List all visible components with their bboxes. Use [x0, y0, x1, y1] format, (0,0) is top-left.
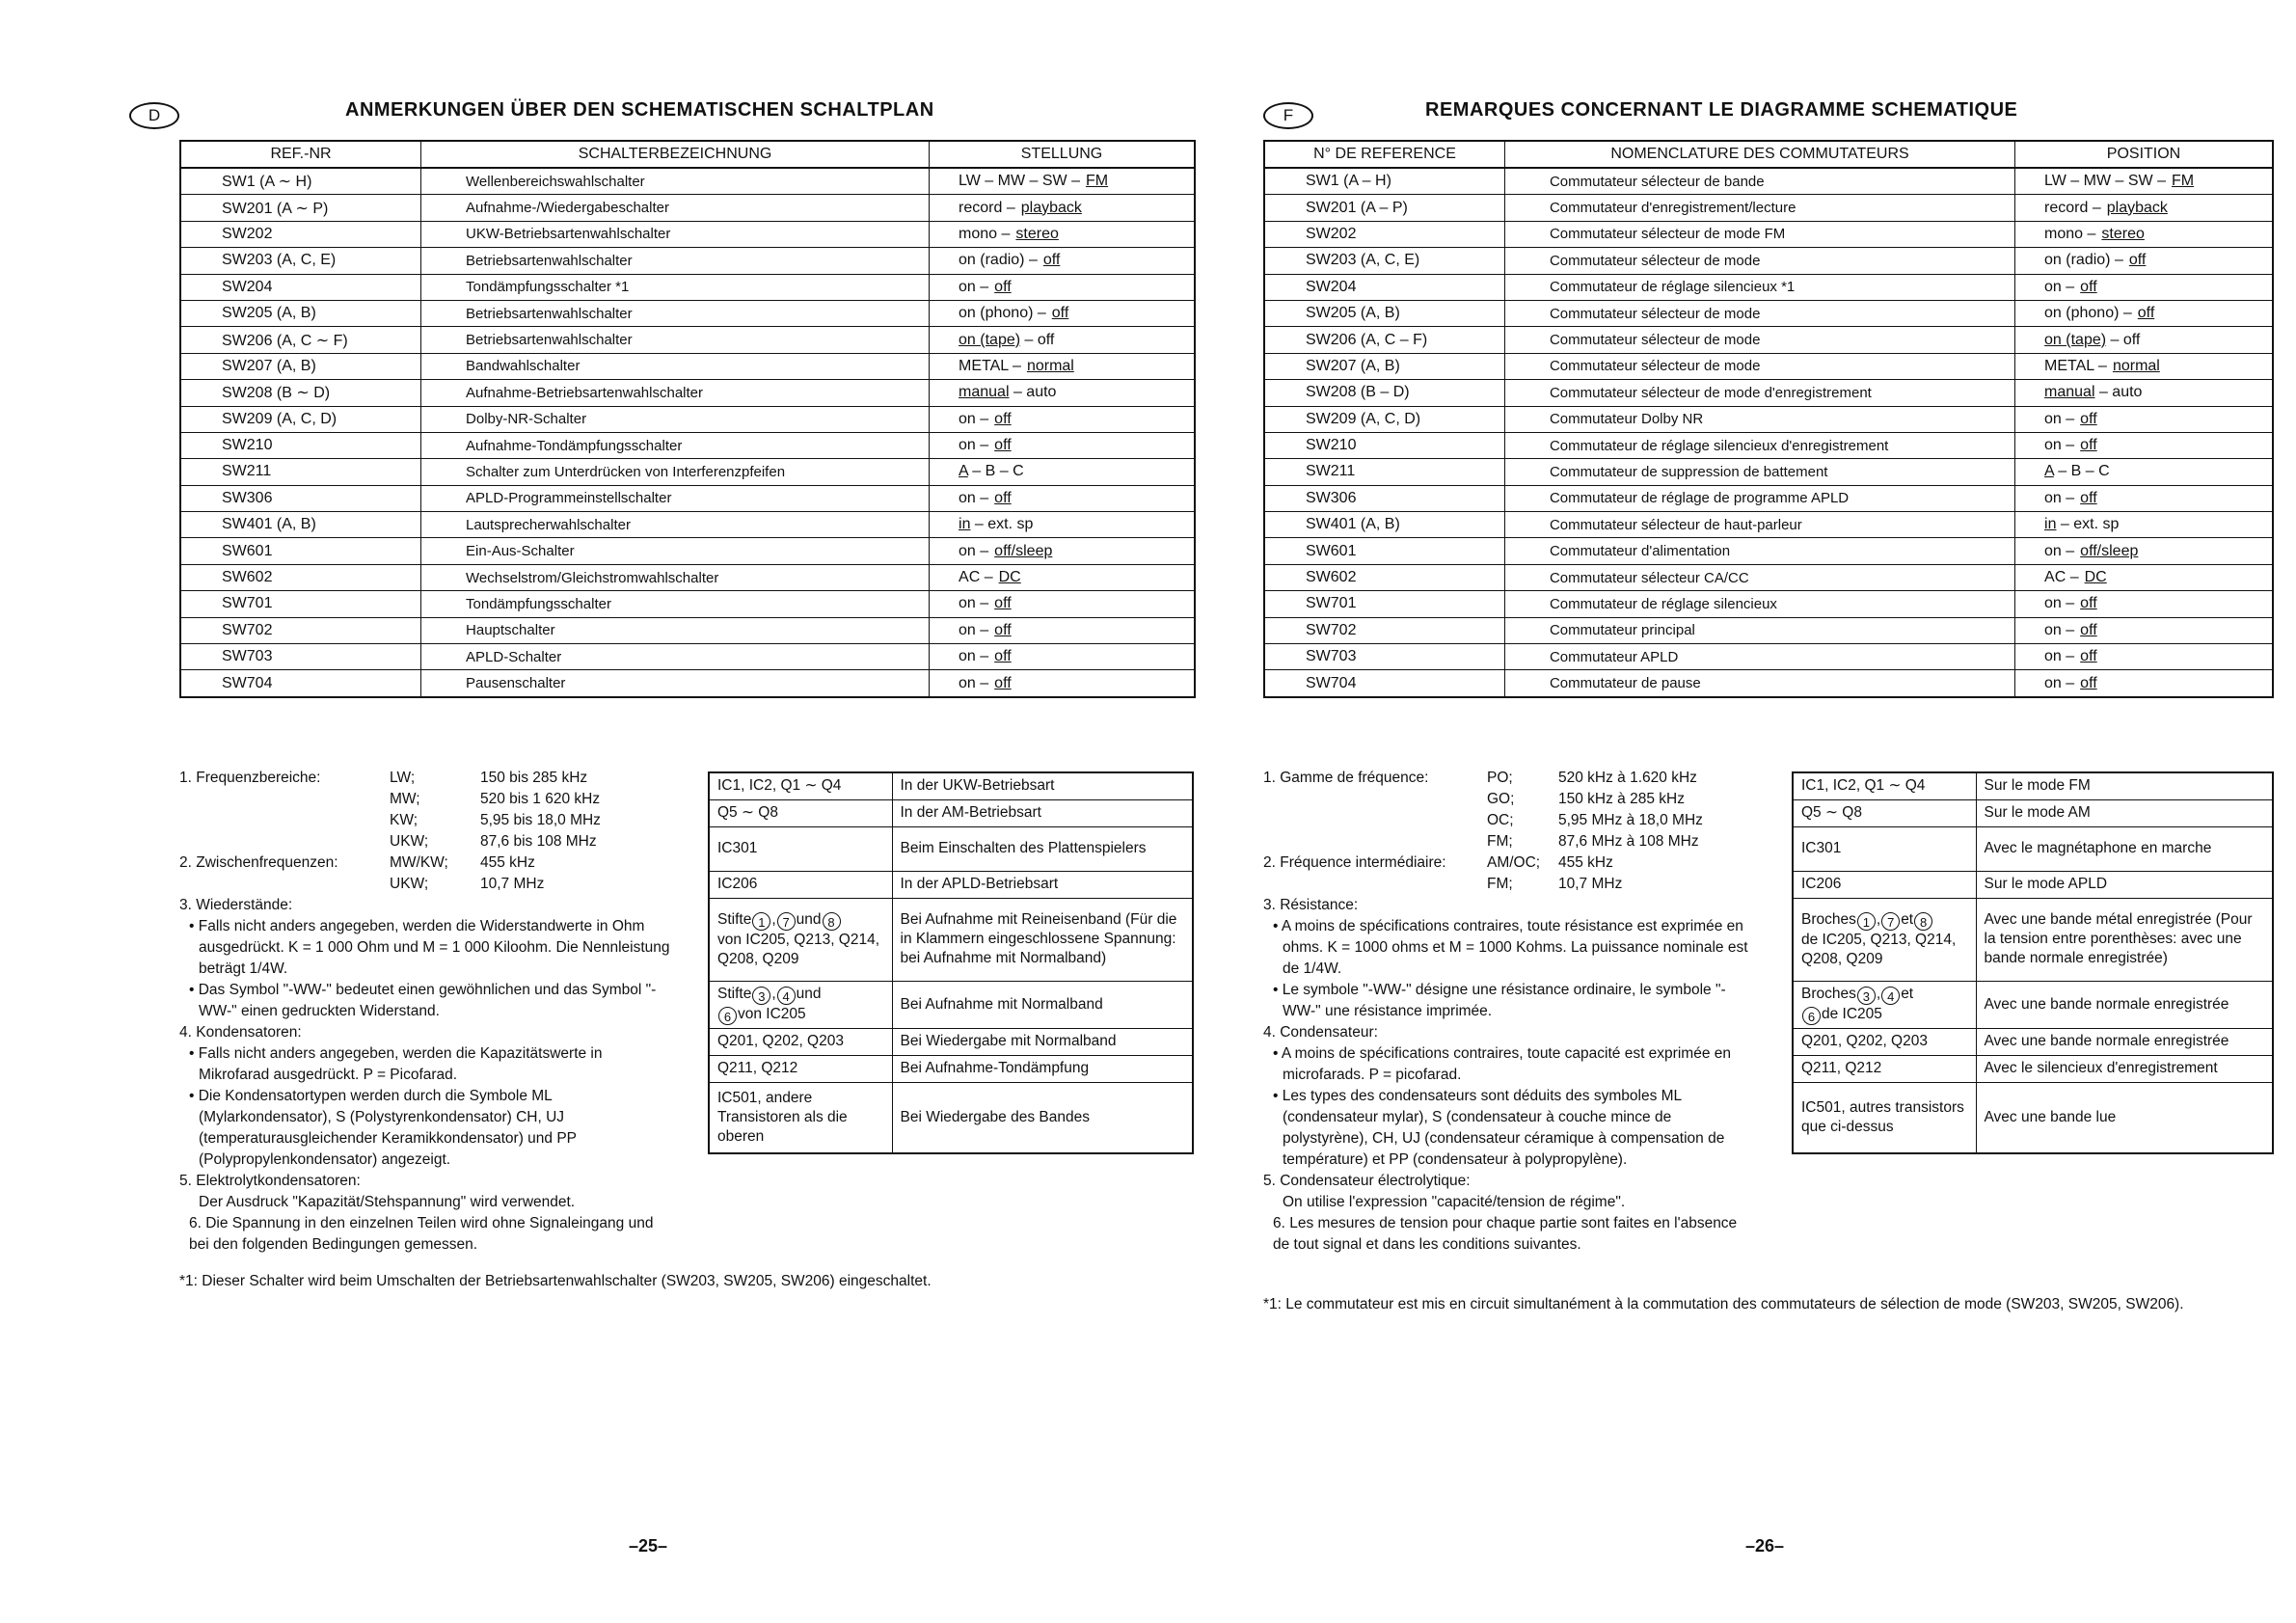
table-row: [180, 670, 1195, 697]
switch-name: Commutateur de pause: [1504, 670, 2014, 697]
table-row: [180, 459, 1195, 485]
switch-position: on (tape) – off: [2015, 327, 2273, 353]
switch-ref: SW602: [180, 564, 421, 590]
component-cell: Q201, Q202, Q203: [709, 1028, 892, 1055]
page-title: REMARQUES CONCERNANT LE DIAGRAMME SCHEMATIQUE: [1425, 99, 2018, 121]
switch-ref: SW601: [180, 538, 421, 564]
switch-position: on – off/sleep: [930, 538, 1195, 564]
note-2: 2. Zwischenfrequenzen: MW/KW; 455 kHz UKW; 10,7 MHz: [179, 852, 671, 895]
component-cell: Q211, Q212: [709, 1055, 892, 1082]
switch-name: Commutateur sélecteur de mode: [1504, 248, 2014, 274]
table-row: [1264, 591, 2273, 617]
switch-name: Commutateur d'alimentation: [1504, 538, 2014, 564]
note-3a: • A moins de spécifications contraires, toute résistance est exprimée en ohms. K = 1000 ohms et M = 1000 Kohms. La puissance nominale est de 1/4W.: [1273, 918, 1748, 977]
switch-ref: SW401 (A, B): [180, 512, 421, 538]
switch-name: Betriebsartenwahlschalter: [421, 248, 930, 274]
switch-name: Commutateur de réglage de programme APLD: [1504, 485, 2014, 511]
table-row: [1264, 459, 2273, 485]
note-3b: • Das Symbol "-WW-" bedeutet einen gewöhnlichen und das Symbol "-WW-" einen gedruckten Widerstand.: [189, 982, 657, 1019]
switch-position: on – off: [930, 670, 1195, 697]
pin-number: 6: [718, 1007, 737, 1025]
condition-cell: Sur le mode APLD: [1976, 871, 2273, 898]
switch-position: on – off: [930, 617, 1195, 643]
note-6: 6. Les mesures de tension pour chaque partie sont faites en l'absence de tout signal et dans les conditions suivantes.: [1273, 1215, 1738, 1253]
component-cell: Stifte 1 , 7 und 8 von IC205, Q213, Q214, Q208, Q209: [709, 898, 892, 981]
table-row: [1264, 670, 2273, 697]
condition-cell: Sur le mode AM: [1976, 799, 2273, 826]
measurement-conditions-table: [1792, 771, 2274, 1154]
page-title: ANMERKUNGEN ÜBER DEN SCHEMATISCHEN SCHALTPLAN: [345, 99, 934, 121]
table-row: [1264, 564, 2273, 590]
switch-ref: SW1 (A – H): [1264, 168, 1504, 195]
switch-ref: SW210: [180, 432, 421, 458]
table-row: [180, 564, 1195, 590]
switch-name: Pausenschalter: [421, 670, 930, 697]
switch-position: on – off: [930, 644, 1195, 670]
switch-position: on – off: [2015, 432, 2273, 458]
switch-ref: SW702: [180, 617, 421, 643]
condition-cell: Avec une bande normale enregistrée: [1976, 981, 2273, 1028]
switch-name: Wechselstrom/Gleichstromwahlschalter: [421, 564, 930, 590]
condition-row: [1793, 1082, 2273, 1153]
if-list: MW/KW; 455 kHz UKW; 10,7 MHz: [390, 854, 545, 892]
table-row: [180, 591, 1195, 617]
switch-name: Dolby-NR-Schalter: [421, 406, 930, 432]
table-row: [1264, 380, 2273, 406]
switch-ref: SW306: [180, 485, 421, 511]
table-row: [1264, 248, 2273, 274]
note-5: 5. Condensateur électrolytique:: [1263, 1173, 1471, 1189]
condition-row: [1793, 981, 2273, 1028]
switch-ref: SW206 (A, C – F): [1264, 327, 1504, 353]
language-badge-fr: F: [1263, 102, 1313, 129]
component-cell: IC206: [709, 871, 892, 898]
switch-name: Aufnahme-Betriebsartenwahlschalter: [421, 380, 930, 406]
footnote: *1: Le commutateur est mis en circuit simultanément à la commutation des commutateurs de sélection de mode (SW203, SW205, SW206).: [1263, 1296, 2184, 1312]
condition-row: [1793, 799, 2273, 826]
component-cell: Broches 3 , 4 et 6 de IC205: [1793, 981, 1976, 1028]
note-5: 5. Elektrolytkondensatoren:: [179, 1173, 361, 1189]
switch-ref: SW703: [180, 644, 421, 670]
switch-position: A – B – C: [930, 459, 1195, 485]
table-row: [1264, 168, 2273, 195]
switch-position: METAL – normal: [2015, 353, 2273, 379]
switch-name: Ein-Aus-Schalter: [421, 538, 930, 564]
switch-position: on – off: [930, 274, 1195, 300]
table-row: [180, 221, 1195, 247]
condition-row: [1793, 1028, 2273, 1055]
switch-position: on (phono) – off: [930, 300, 1195, 326]
switch-ref: SW211: [1264, 459, 1504, 485]
note-3: 3. Résistance:: [1263, 897, 1359, 913]
switch-ref: SW207 (A, B): [1264, 353, 1504, 379]
table-row: [180, 300, 1195, 326]
table-row: [180, 168, 1195, 195]
switch-position: on – off: [930, 406, 1195, 432]
header-position: POSITION: [2015, 141, 2273, 168]
switch-name: Commutateur d'enregistrement/lecture: [1504, 195, 2014, 221]
switch-position: on – off: [2015, 644, 2273, 670]
condition-row: [709, 981, 1193, 1028]
switch-name: Tondämpfungsschalter *1: [421, 274, 930, 300]
table-row: [1264, 485, 2273, 511]
switch-ref: SW209 (A, C, D): [180, 406, 421, 432]
switch-name: Commutateur sélecteur CA/CC: [1504, 564, 2014, 590]
component-cell: IC206: [1793, 871, 1976, 898]
switch-position: on (phono) – off: [2015, 300, 2273, 326]
switch-name: Commutateur sélecteur de mode: [1504, 353, 2014, 379]
switch-position: LW – MW – SW – FM: [930, 168, 1195, 195]
switch-position: on (tape) – off: [930, 327, 1195, 353]
component-cell: IC501, andere Transistoren als die oberen: [709, 1082, 892, 1153]
switch-name: Betriebsartenwahlschalter: [421, 327, 930, 353]
note-4a: • Falls nicht anders angegeben, werden die Kapazitätswerte in Mikrofarad ausgedrückt. P = Picofarad.: [189, 1045, 603, 1083]
switch-ref: SW204: [1264, 274, 1504, 300]
switch-name: UKW-Betriebsartenwahlschalter: [421, 221, 930, 247]
switch-ref: SW701: [1264, 591, 1504, 617]
component-cell: Q5 ∼ Q8: [709, 799, 892, 826]
switch-ref: SW206 (A, C ∼ F): [180, 327, 421, 353]
condition-cell: Avec une bande lue: [1976, 1082, 2273, 1153]
switch-ref: SW602: [1264, 564, 1504, 590]
table-row: [1264, 221, 2273, 247]
condition-row: [1793, 1055, 2273, 1082]
component-cell: Q5 ∼ Q8: [1793, 799, 1976, 826]
table-row: [180, 248, 1195, 274]
switch-position: on – off: [2015, 485, 2273, 511]
header-ref: N° DE REFERENCE: [1264, 141, 1504, 168]
header-name: NOMENCLATURE DES COMMUTATEURS: [1504, 141, 2014, 168]
condition-row: [709, 826, 1193, 871]
switch-name: Wellenbereichswahlschalter: [421, 168, 930, 195]
note-4: 4. Kondensatoren:: [179, 1024, 302, 1041]
switch-ref: SW202: [1264, 221, 1504, 247]
note-4a: • A moins de spécifications contraires, toute capacité est exprimée en microfarads. P = picofarad.: [1273, 1045, 1731, 1083]
table-row: [180, 380, 1195, 406]
note-2: 2. Fréquence intermédiaire: AM/OC; 455 kHz FM; 10,7 MHz: [1263, 852, 1751, 895]
table-row: [180, 353, 1195, 379]
note-5a: On utilise l'expression "capacité/tension de régime".: [1283, 1194, 1626, 1210]
table-row: [1264, 300, 2273, 326]
condition-cell: Bei Wiedergabe mit Normalband: [892, 1028, 1193, 1055]
table-row: [1264, 617, 2273, 643]
page-number: –25–: [629, 1536, 668, 1555]
switch-ref: SW211: [180, 459, 421, 485]
measurement-conditions-table: [708, 771, 1194, 1154]
switch-name: Schalter zum Unterdrücken von Interferenzpfeifen: [421, 459, 930, 485]
switch-name: Commutateur de suppression de battement: [1504, 459, 2014, 485]
switch-name: Commutateur Dolby NR: [1504, 406, 2014, 432]
table-row: [1264, 538, 2273, 564]
switch-ref: SW1 (A ∼ H): [180, 168, 421, 195]
condition-cell: Avec le magnétaphone en marche: [1976, 826, 2273, 871]
switch-position: on – off: [2015, 406, 2273, 432]
component-cell: IC301: [709, 826, 892, 871]
component-cell: Broches 1 , 7 et 8 de IC205, Q213, Q214, Q208, Q209: [1793, 898, 1976, 981]
switch-position: mono – stereo: [930, 221, 1195, 247]
condition-cell: In der UKW-Betriebsart: [892, 772, 1193, 799]
switch-position: manual – auto: [930, 380, 1195, 406]
condition-row: [709, 1082, 1193, 1153]
table-row: [1264, 406, 2273, 432]
component-cell: IC501, autres transistors que ci-dessus: [1793, 1082, 1976, 1153]
pin-number: 3: [1857, 987, 1876, 1005]
table-row: [1264, 195, 2273, 221]
table-row: [180, 406, 1195, 432]
switch-position: LW – MW – SW – FM: [2015, 168, 2273, 195]
condition-cell: Beim Einschalten des Plattenspielers: [892, 826, 1193, 871]
component-cell: Stifte 3 , 4 und 6 von IC205: [709, 981, 892, 1028]
switch-position: manual – auto: [2015, 380, 2273, 406]
condition-row: [1793, 871, 2273, 898]
switch-ref: SW201 (A – P): [1264, 195, 1504, 221]
switch-name: Commutateur APLD: [1504, 644, 2014, 670]
note-3b: • Le symbole "-WW-" désigne une résistance ordinaire, le symbole "-WW-" une résistance imprimée.: [1273, 982, 1726, 1019]
condition-cell: In der AM-Betriebsart: [892, 799, 1193, 826]
switch-position: record – playback: [930, 195, 1195, 221]
switch-ref: SW205 (A, B): [180, 300, 421, 326]
switch-position: A – B – C: [2015, 459, 2273, 485]
page-right: [1148, 0, 2295, 1623]
note-1: 1. Gamme de fréquence: PO; 520 kHz à 1.620 kHz GO; 150 kHz à 285 kHz OC; 5,95 MHz à 18,0 MHz FM; 87,6 MHz à 108 MHz: [1263, 768, 1751, 852]
switch-position: on – off: [930, 485, 1195, 511]
component-cell: IC301: [1793, 826, 1976, 871]
switch-name: Commutateur sélecteur de mode: [1504, 300, 2014, 326]
table-row: [180, 432, 1195, 458]
switch-table: [179, 140, 1196, 698]
switch-name: Lautsprecherwahlschalter: [421, 512, 930, 538]
condition-cell: Sur le mode FM: [1976, 772, 2273, 799]
switch-position: mono – stereo: [2015, 221, 2273, 247]
switch-position: record – playback: [2015, 195, 2273, 221]
switch-name: Aufnahme-Tondämpfungsschalter: [421, 432, 930, 458]
switch-position: on (radio) – off: [2015, 248, 2273, 274]
page-number: –26–: [1745, 1536, 1785, 1555]
note-3: 3. Wiederstände:: [179, 897, 293, 913]
switch-name: APLD-Programmeinstellschalter: [421, 485, 930, 511]
switch-ref: SW702: [1264, 617, 1504, 643]
switch-ref: SW210: [1264, 432, 1504, 458]
table-row: [180, 617, 1195, 643]
if-list: AM/OC; 455 kHz FM; 10,7 MHz: [1487, 854, 1623, 892]
switch-name: Commutateur sélecteur de mode d'enregistrement: [1504, 380, 2014, 406]
pin-number: 4: [1881, 987, 1900, 1005]
switch-ref: SW208 (B – D): [1264, 380, 1504, 406]
table-row: [180, 644, 1195, 670]
table-row: [180, 485, 1195, 511]
condition-cell: Avec le silencieux d'enregistrement: [1976, 1055, 2273, 1082]
frequency-list: PO; 520 kHz à 1.620 kHz GO; 150 kHz à 285 kHz OC; 5,95 MHz à 18,0 MHz FM; 87,6 MHz à 108 MHz: [1487, 770, 1703, 850]
switch-name: Hauptschalter: [421, 617, 930, 643]
condition-row: [709, 1055, 1193, 1082]
pin-number: 7: [777, 912, 796, 931]
header-name: SCHALTERBEZEICHNUNG: [421, 141, 930, 168]
switch-position: AC – DC: [930, 564, 1195, 590]
switch-ref: SW704: [1264, 670, 1504, 697]
note-1: 1. Frequenzbereiche: LW; 150 bis 285 kHz MW; 520 bis 1 620 kHz KW; 5,95 bis 18,0 MHz UKW; 87,6 bis 108 MHz: [179, 768, 671, 852]
table-row: [180, 512, 1195, 538]
switch-ref: SW306: [1264, 485, 1504, 511]
switch-name: Betriebsartenwahlschalter: [421, 300, 930, 326]
switch-position: on – off: [930, 591, 1195, 617]
switch-ref: SW205 (A, B): [1264, 300, 1504, 326]
switch-ref: SW201 (A ∼ P): [180, 195, 421, 221]
switch-position: METAL – normal: [930, 353, 1195, 379]
table-row: [180, 195, 1195, 221]
header-position: STELLUNG: [930, 141, 1195, 168]
pin-number: 8: [1914, 912, 1932, 931]
condition-row: [709, 1028, 1193, 1055]
switch-name: Commutateur principal: [1504, 617, 2014, 643]
table-header-row: [180, 141, 1195, 168]
switch-name: Commutateur de réglage silencieux *1: [1504, 274, 2014, 300]
switch-name: Commutateur sélecteur de haut-parleur: [1504, 512, 2014, 538]
frequency-list: LW; 150 bis 285 kHz MW; 520 bis 1 620 kHz KW; 5,95 bis 18,0 MHz UKW; 87,6 bis 108 MHz: [390, 770, 601, 850]
condition-row: [1793, 772, 2273, 799]
notes-block: [1263, 768, 1751, 1256]
switch-position: in – ext. sp: [2015, 512, 2273, 538]
switch-ref: SW701: [180, 591, 421, 617]
note-6: 6. Die Spannung in den einzelnen Teilen wird ohne Signaleingang und bei den folgenden Bedingungen gemessen.: [189, 1215, 654, 1253]
switch-name: Commutateur de réglage silencieux: [1504, 591, 2014, 617]
switch-name: Bandwahlschalter: [421, 353, 930, 379]
note-3a: • Falls nicht anders angegeben, werden die Widerstandwerte in Ohm ausgedrückt. K = 1 000 Ohm und M = 1 000 Kiloohm. Die Nennleistung beträgt 1/4W.: [189, 918, 670, 977]
component-cell: Q211, Q212: [1793, 1055, 1976, 1082]
switch-name: Tondämpfungsschalter: [421, 591, 930, 617]
note-4b: • Die Kondensatortypen werden durch die Symbole ML (Mylarkondensator), S (Polystyrenkondensator) CH, UJ (temperaturausgleichender Keramikkondensator) und PP (Polypropylenkondensator) angezeigt.: [189, 1088, 577, 1168]
pin-number: 1: [1857, 912, 1876, 931]
component-cell: IC1, IC2, Q1 ∼ Q4: [1793, 772, 1976, 799]
condition-row: [709, 799, 1193, 826]
switch-name: Commutateur sélecteur de mode FM: [1504, 221, 2014, 247]
table-row: [1264, 327, 2273, 353]
notes-block: [179, 768, 671, 1256]
table-row: [1264, 512, 2273, 538]
pin-number: 6: [1802, 1007, 1821, 1025]
switch-ref: SW703: [1264, 644, 1504, 670]
switch-position: on – off: [2015, 274, 2273, 300]
switch-ref: SW204: [180, 274, 421, 300]
pin-number: 1: [752, 912, 770, 931]
switch-ref: SW601: [1264, 538, 1504, 564]
condition-row: [1793, 826, 2273, 871]
language-badge-de: D: [129, 102, 179, 129]
note-4: 4. Condensateur:: [1263, 1024, 1378, 1041]
condition-row: [1793, 898, 2273, 981]
note-4b: • Les types des condensateurs sont déduits des symboles ML (condensateur mylar), S (condensateur à couche mince de polystyrène), CH, UJ (condensateur céramique à compensation de température) et PP (condensateur à polypropylène).: [1273, 1088, 1725, 1168]
condition-row: [709, 772, 1193, 799]
switch-ref: SW704: [180, 670, 421, 697]
switch-position: on – off: [930, 432, 1195, 458]
table-row: [180, 538, 1195, 564]
component-cell: IC1, IC2, Q1 ∼ Q4: [709, 772, 892, 799]
table-header-row: [1264, 141, 2273, 168]
switch-ref: SW401 (A, B): [1264, 512, 1504, 538]
switch-ref: SW202: [180, 221, 421, 247]
footnote: *1: Dieser Schalter wird beim Umschalten der Betriebsartenwahlschalter (SW203, SW205, SW206) eingeschaltet.: [179, 1273, 932, 1289]
condition-cell: Bei Aufnahme mit Reineisenband (Für die in Klammern eingeschlossene Spannung: bei Aufnahme mit Normalband): [892, 898, 1193, 981]
component-cell: Q201, Q202, Q203: [1793, 1028, 1976, 1055]
condition-cell: Avec une bande métal enregistrée (Pour la tension entre porenthèses: avec une bande normale enregistrée): [1976, 898, 2273, 981]
pin-number: 7: [1881, 912, 1900, 931]
switch-name: APLD-Schalter: [421, 644, 930, 670]
condition-row: [709, 898, 1193, 981]
condition-cell: Bei Aufnahme mit Normalband: [892, 981, 1193, 1028]
condition-cell: Avec une bande normale enregistrée: [1976, 1028, 2273, 1055]
pin-number: 3: [752, 987, 770, 1005]
condition-row: [709, 871, 1193, 898]
switch-table: [1263, 140, 2274, 698]
table-row: [1264, 353, 2273, 379]
note-5a: Der Ausdruck "Kapazität/Stehspannung" wird verwendet.: [199, 1194, 576, 1210]
switch-position: AC – DC: [2015, 564, 2273, 590]
condition-cell: Bei Wiedergabe des Bandes: [892, 1082, 1193, 1153]
table-row: [1264, 644, 2273, 670]
switch-position: on – off: [2015, 591, 2273, 617]
switch-ref: SW203 (A, C, E): [180, 248, 421, 274]
switch-ref: SW209 (A, C, D): [1264, 406, 1504, 432]
switch-position: in – ext. sp: [930, 512, 1195, 538]
pin-number: 4: [777, 987, 796, 1005]
condition-cell: Bei Aufnahme-Tondämpfung: [892, 1055, 1193, 1082]
switch-position: on (radio) – off: [930, 248, 1195, 274]
header-ref: REF.-NR: [180, 141, 421, 168]
switch-name: Aufnahme-/Wiedergabeschalter: [421, 195, 930, 221]
switch-name: Commutateur sélecteur de mode: [1504, 327, 2014, 353]
table-row: [180, 274, 1195, 300]
switch-name: Commutateur sélecteur de bande: [1504, 168, 2014, 195]
switch-ref: SW208 (B ∼ D): [180, 380, 421, 406]
pin-number: 8: [823, 912, 841, 931]
switch-position: on – off: [2015, 670, 2273, 697]
table-row: [1264, 274, 2273, 300]
switch-position: on – off/sleep: [2015, 538, 2273, 564]
switch-ref: SW203 (A, C, E): [1264, 248, 1504, 274]
switch-ref: SW207 (A, B): [180, 353, 421, 379]
switch-name: Commutateur de réglage silencieux d'enregistrement: [1504, 432, 2014, 458]
switch-position: on – off: [2015, 617, 2273, 643]
condition-cell: In der APLD-Betriebsart: [892, 871, 1193, 898]
table-row: [180, 327, 1195, 353]
table-row: [1264, 432, 2273, 458]
